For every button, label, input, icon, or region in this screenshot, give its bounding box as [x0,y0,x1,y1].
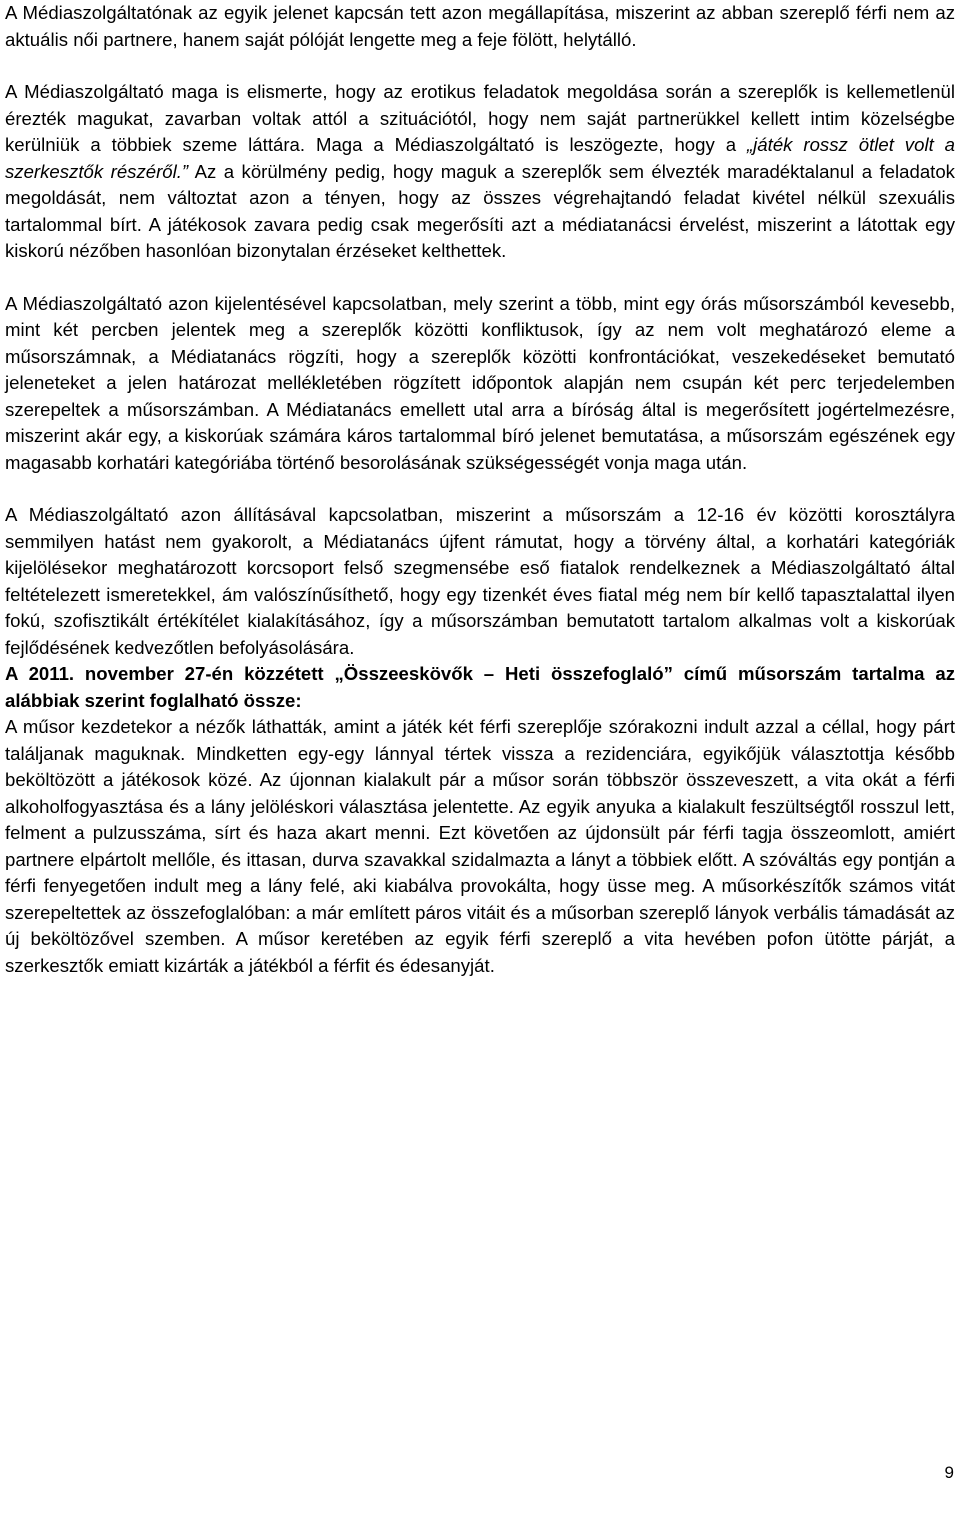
paragraph-erotic-tasks [5,79,955,265]
section-heading-summary: A 2011. november 27-én közzétett „Összeeskövők – Heti összefoglaló” című műsorszám tartalma az alábbiak szerint foglalható össze: [5,663,955,711]
paragraph-shirt-scene: A Médiaszolgáltatónak az egyik jelenet kapcsán tett azon megállapítása, miszerint az abban szereplő férfi nem az aktuális női partnere, hanem saját pólóját lengette meg a feje fölött, helytálló. [5,2,955,50]
paragraph-erotic-tasks-part-2: Az a körülmény pedig, hogy maguk a szereplők sem élvezték maradéktalanul a feladatok megoldását, nem változtat azon a tényen, hogy az összes végrehajtandó feladat kivétel nélkül szexuális tartalommal bírt. A játékosok zavara pedig csak megerősíti azt a médiatanácsi érvelést, miszerint a látottak egy kiskorú nézőben hasonlóan bizonytalan érzéseket kelthettek. [5,160,955,261]
page-number: 9 [944,1463,954,1482]
paragraph-erotic-tasks-part-1: A Médiaszolgáltató maga is elismerte, hogy az erotikus feladatok megoldása során a szereplők is kellemetlenül érezték magukat, zavarban voltak attól a szituációtól, hogy nem saját partnerükkel kellett intim közelségbe kerülniük a többiek szeme láttára. Maga a Médiaszolgáltató is leszögezte, hogy a [5,81,955,155]
paragraph-conflicts: A Médiaszolgáltató azon kijelentésével kapcsolatban, mely szerint a több, mint egy órás műsorszámból kevesebb, mint két percben jelentek meg a szereplők közötti konfliktusok, így az nem volt meghatározó eleme a műsorszámnak, a Médiatanács rögzíti, hogy a szereplők közötti konfrontációkat, veszekedéseket bemutató jeleneteket a jelen határozat mellékletében rögzített időpontok alapján nem csupán két perc terjedelemben szerepeltek a műsorszámban. A Médiatanács emellett utal arra a bíróság által is megerősített jogértelmezésre, miszerint akár egy, a kiskorúak számára káros tartalommal bíró jelenet bemutatása, a műsorszám egészének egy magasabb korhatári kategóriába történő besorolásának szükségességét vonja maga után. [5,292,955,473]
quote-bad-idea: „játék rossz ötlet volt a szerkesztők részéről.” [5,134,956,182]
document-page [5,0,955,979]
paragraph-age-group: A Médiaszolgáltató azon állításával kapcsolatban, miszerint a műsorszám a 12-16 év közötti korosztályra semmilyen hatást nem gyakorolt, a Médiatanács újfent rámutat, hogy a törvény által, a korhatári kategóriák kijelölésekor meghatározott korcsoport felső szegmensébe eső fiatalok rendelkeznek a Médiaszolgáltató által feltételezett ismeretekkel, ám valószínűsíthető, hogy egy tizenkét éves fiatal még nem bír kellő tapasztalattal ilyen fokú, szofisztikált értékítélet kialakításához, így a műsorszámban bemutatott tartalom alkalmas volt a kiskorúak fejlődésének kedvezőtlen befolyásolására. [5,504,955,658]
paragraph-episode-summary: A műsor kezdetekor a nézők láthatták, amint a játék két férfi szereplője szórakozni indult azzal a céllal, hogy párt találjanak maguknak. Mindketten egy-egy lánnyal tértek vissza a rezidenciára, egyikőjük választottja később beköltözött a játékosok közé. Az újonnan kialakult pár a műsor során többször összeveszett, a vita okát a férfi alkoholfogyasztása és a lány jelöléskori választása jelentette. Az egyik anyuka a kialakult feszültségtől rosszul lett, felment a pulzusszáma, sírt és haza akart menni. Ezt követően az újdonsült pár férfi tagja összeomlott, amiért partnere elpártolt mellőle, és ittasan, durva szavakkal szidalmazta a lányt a többiek előtt. A szóváltás egy pontján a férfi fenyegetően indult meg a lány felé, aki kiabálva provokálta, hogy üsse meg. A műsorkészítők számos vitát szerepeltettek az összefoglalóban: a már említett páros vitáit és a műsorban szereplő lányok verbális támadását az új beköltözővel szemben. A műsor keretében az egyik férfi szereplő a vita hevében pofon ütötte párját, a szerkesztők emiatt kizárták a játékból a férfit és édesanyját. [5,716,955,976]
